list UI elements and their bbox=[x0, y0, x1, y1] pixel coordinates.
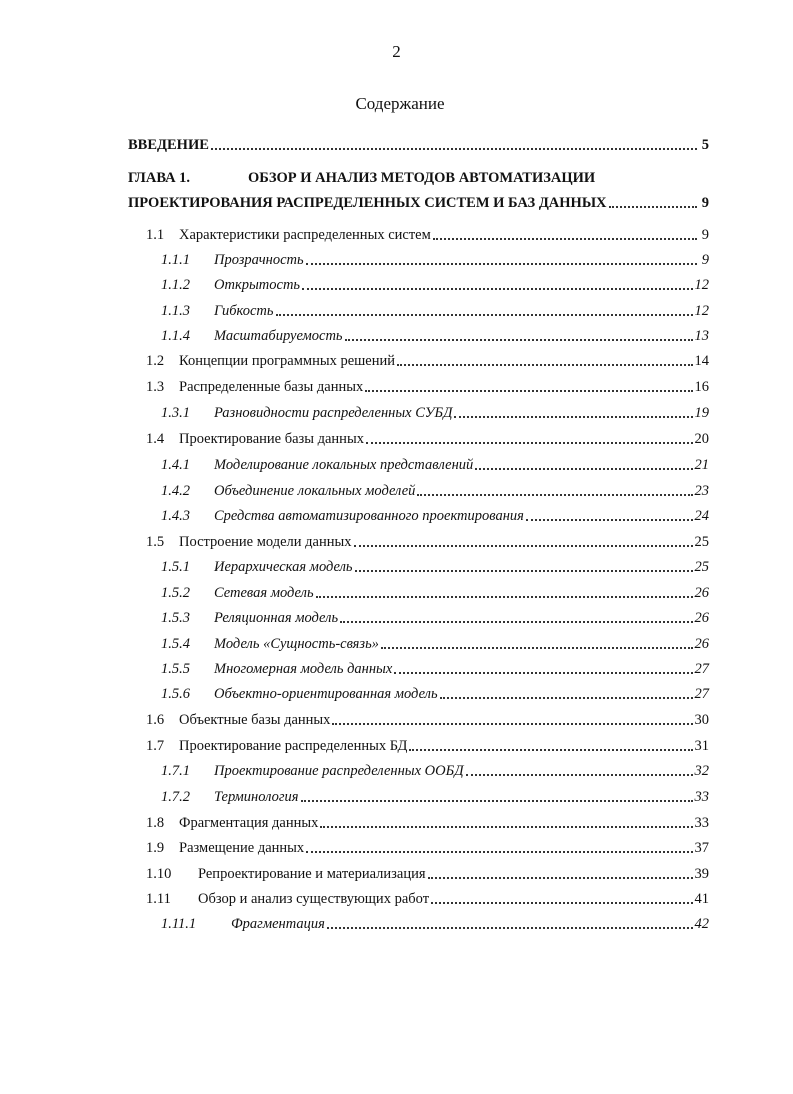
toc-entry-number: 1.10 bbox=[146, 866, 172, 882]
toc-entry-number: 1.3 bbox=[146, 379, 165, 395]
toc-entry-number: 1.7 bbox=[146, 738, 165, 754]
toc-entry-number: 1.11 bbox=[146, 891, 171, 907]
toc-entry-number: 1.6 bbox=[146, 712, 165, 728]
toc-entry-number: 1.4 bbox=[146, 431, 165, 447]
toc-entry-page: 9 bbox=[701, 227, 709, 243]
toc-leader-dots bbox=[397, 363, 692, 366]
toc-entry-page: 25 bbox=[694, 534, 709, 550]
toc-leader-dots bbox=[306, 850, 692, 853]
toc-entry-page: 33 bbox=[694, 815, 709, 831]
toc-entry-title: Средства автоматизированного проектирования bbox=[214, 508, 524, 524]
toc-entry-title: ВВЕДЕНИЕ bbox=[128, 137, 209, 153]
toc-leader-dots bbox=[345, 338, 693, 341]
toc-entry-number: 1.1.2 bbox=[161, 277, 190, 293]
toc-entry-title: Обзор и анализ существующих работ bbox=[198, 891, 430, 907]
toc-entry-page: 27 bbox=[694, 661, 709, 677]
toc-entry-page: 26 bbox=[694, 610, 709, 626]
toc-entry-title: Концепции программных решений bbox=[179, 353, 396, 369]
toc-leader-dots bbox=[327, 926, 693, 929]
toc-entry-page: 31 bbox=[694, 738, 709, 754]
toc-entry-title: Масштабируемость bbox=[214, 328, 343, 344]
toc-entry-number: 1.2 bbox=[146, 353, 165, 369]
toc-entry-page: 26 bbox=[694, 585, 709, 601]
toc-entry-number: 1.7.2 bbox=[161, 789, 190, 805]
toc-entry bbox=[146, 222, 709, 244]
toc-leader-dots bbox=[211, 147, 697, 150]
toc-entry bbox=[146, 529, 709, 551]
toc-entry-page: 39 bbox=[694, 866, 709, 882]
toc-entry-number: 1.9 bbox=[146, 840, 165, 856]
toc-entry-page: 37 bbox=[694, 840, 709, 856]
toc-entry-page: 42 bbox=[694, 916, 709, 932]
toc-leader-dots bbox=[316, 595, 693, 598]
toc-entry bbox=[161, 452, 709, 474]
toc-entry-page: 25 bbox=[694, 559, 709, 575]
toc-entry bbox=[146, 426, 709, 448]
toc-leader-dots bbox=[276, 313, 693, 316]
toc-entry-number: 1.4.3 bbox=[161, 508, 190, 524]
toc-entry-title: Моделирование локальных представлений bbox=[214, 457, 474, 473]
toc-entry bbox=[146, 886, 709, 908]
toc-leader-dots bbox=[381, 646, 693, 649]
toc-entry bbox=[128, 190, 709, 212]
toc-leader-dots bbox=[366, 441, 693, 444]
toc-leader-dots bbox=[394, 671, 692, 674]
toc-leader-dots bbox=[466, 773, 693, 776]
toc-entry bbox=[161, 911, 709, 933]
toc-entry bbox=[128, 132, 709, 154]
toc-leader-dots bbox=[355, 569, 693, 572]
toc-title: Содержание bbox=[355, 94, 445, 113]
toc-entry-title: Построение модели данных bbox=[179, 534, 352, 550]
toc-entry-title: Объектно-ориентированная модель bbox=[214, 686, 438, 702]
toc-entry-title: Сетевая модель bbox=[214, 585, 314, 601]
toc-entry-title: Объединение локальных моделей bbox=[214, 483, 416, 499]
toc-entry-number: ГЛАВА 1. bbox=[128, 170, 191, 186]
toc-entry-title: Фрагментация bbox=[231, 916, 325, 932]
toc-entry-page: 9 bbox=[701, 252, 709, 268]
toc-entry-title: Иерархическая модель bbox=[214, 559, 353, 575]
toc-entry-title: Размещение данных bbox=[179, 840, 305, 856]
toc-entry-page: 26 bbox=[694, 636, 709, 652]
toc-entry-title: Проектирование базы данных bbox=[179, 431, 364, 447]
toc-entry bbox=[161, 554, 709, 576]
toc-entry-number: 1.5.2 bbox=[161, 585, 190, 601]
toc-entry bbox=[161, 580, 709, 602]
toc-entry-title: Многомерная модель данных bbox=[214, 661, 393, 677]
toc-entry-number: 1.5.6 bbox=[161, 686, 190, 702]
toc-entry bbox=[161, 400, 709, 422]
toc-leader-dots bbox=[354, 544, 693, 547]
toc-entry-page: 9 bbox=[701, 195, 709, 211]
toc-entry-page: 20 bbox=[694, 431, 709, 447]
toc-entry-title: Реляционная модель bbox=[214, 610, 339, 626]
toc-entry bbox=[161, 503, 709, 525]
toc-entry-number: 1.5.4 bbox=[161, 636, 190, 652]
toc-entry-page: 27 bbox=[694, 686, 709, 702]
toc-entry-page: 30 bbox=[694, 712, 709, 728]
toc-entry-title: Проектирование распределенных ООБД bbox=[214, 763, 464, 779]
toc-entry bbox=[146, 835, 709, 857]
toc-entry-number: 1.3.1 bbox=[161, 405, 190, 421]
toc-entry-page: 5 bbox=[701, 137, 709, 153]
toc-leader-dots bbox=[526, 518, 693, 521]
toc-entry-page: 14 bbox=[694, 353, 709, 369]
toc-leader-dots bbox=[440, 696, 693, 699]
toc-leader-dots bbox=[365, 389, 692, 392]
toc-entry bbox=[161, 272, 709, 294]
toc-entry-title: Проектирование распределенных БД bbox=[179, 738, 408, 754]
toc-entry-page: 41 bbox=[694, 891, 709, 907]
toc-entry bbox=[161, 323, 709, 345]
toc-entry-title: ПРОЕКТИРОВАНИЯ РАСПРЕДЕЛЕННЫХ СИСТЕМ И БАЗ ДАННЫХ bbox=[128, 195, 607, 211]
toc-entry-page: 16 bbox=[694, 379, 709, 395]
toc-leader-dots bbox=[609, 205, 697, 208]
toc-leader-dots bbox=[417, 493, 692, 496]
page-number: 2 bbox=[392, 42, 401, 61]
toc-entry-title: Гибкость bbox=[214, 303, 274, 319]
toc-entry bbox=[146, 733, 709, 755]
toc-entry-number: 1.5.1 bbox=[161, 559, 190, 575]
toc-entry bbox=[161, 605, 709, 627]
toc-entry-title: Репроектирование и материализация bbox=[198, 866, 426, 882]
toc-leader-dots bbox=[302, 287, 692, 290]
toc-entry bbox=[161, 758, 709, 780]
toc-entry-page: 19 bbox=[694, 405, 709, 421]
toc-entry-page: 12 bbox=[694, 303, 709, 319]
toc-entry-number: 1.5.3 bbox=[161, 610, 190, 626]
toc-entry bbox=[146, 374, 709, 396]
toc-entry-title: Открытость bbox=[214, 277, 301, 293]
toc-entry-number: 1.1.1 bbox=[161, 252, 190, 268]
toc-entry-title: ОБЗОР И АНАЛИЗ МЕТОДОВ АВТОМАТИЗАЦИИ bbox=[248, 170, 596, 186]
toc-entry-title: Распределенные базы данных bbox=[179, 379, 364, 395]
toc-entry-page: 23 bbox=[694, 483, 709, 499]
toc-entry-title: Модель «Сущность-связь» bbox=[214, 636, 379, 652]
toc-entry-number: 1.7.1 bbox=[161, 763, 190, 779]
toc-entry-number: 1.4.1 bbox=[161, 457, 190, 473]
toc-entry bbox=[128, 165, 709, 187]
toc-entry bbox=[161, 247, 709, 269]
toc-entry-number: 1.11.1 bbox=[161, 916, 197, 932]
toc-leader-dots bbox=[428, 876, 693, 879]
toc-entry-page: 32 bbox=[694, 763, 709, 779]
toc-entry-page: 12 bbox=[694, 277, 709, 293]
toc-entry-number: 1.1.4 bbox=[161, 328, 190, 344]
toc-entry bbox=[161, 631, 709, 653]
toc-entry bbox=[146, 861, 709, 883]
toc-entry-title: Фрагментация данных bbox=[179, 815, 319, 831]
toc-entry-title: Терминология bbox=[214, 789, 299, 805]
toc-entry bbox=[161, 478, 709, 500]
toc-leader-dots bbox=[306, 262, 697, 265]
toc-entry bbox=[146, 810, 709, 832]
toc-entry-page: 33 bbox=[694, 789, 709, 805]
toc-entry-title: Характеристики распределенных систем bbox=[179, 227, 431, 243]
toc-leader-dots bbox=[332, 722, 692, 725]
toc-leader-dots bbox=[454, 415, 692, 418]
toc-entry-page: 21 bbox=[694, 457, 709, 473]
toc-entry-number: 1.4.2 bbox=[161, 483, 190, 499]
toc-entry bbox=[161, 298, 709, 320]
toc-entry-title: Объектные базы данных bbox=[179, 712, 331, 728]
toc-entry-number: 1.1 bbox=[146, 227, 165, 243]
toc-entry-number: 1.1.3 bbox=[161, 303, 190, 319]
toc-entry-page: 24 bbox=[694, 508, 709, 524]
toc-leader-dots bbox=[340, 620, 692, 623]
toc-entry-title: Разновидности распределенных СУБД bbox=[214, 405, 453, 421]
toc-leader-dots bbox=[409, 748, 692, 751]
toc-entry-number: 1.5.5 bbox=[161, 661, 190, 677]
toc-entry-title: Прозрачность bbox=[214, 252, 304, 268]
toc-entry bbox=[161, 656, 709, 678]
toc-entry-number: 1.8 bbox=[146, 815, 165, 831]
toc-leader-dots bbox=[431, 901, 692, 904]
toc-leader-dots bbox=[301, 799, 693, 802]
toc-entry-page: 13 bbox=[694, 328, 709, 344]
toc-entry bbox=[146, 707, 709, 729]
toc-leader-dots bbox=[433, 237, 697, 240]
toc-entry bbox=[161, 681, 709, 703]
toc-leader-dots bbox=[475, 467, 692, 470]
toc-leader-dots bbox=[320, 825, 692, 828]
toc-entry-number: 1.5 bbox=[146, 534, 165, 550]
toc-entry bbox=[146, 348, 709, 370]
toc-entry bbox=[161, 784, 709, 806]
